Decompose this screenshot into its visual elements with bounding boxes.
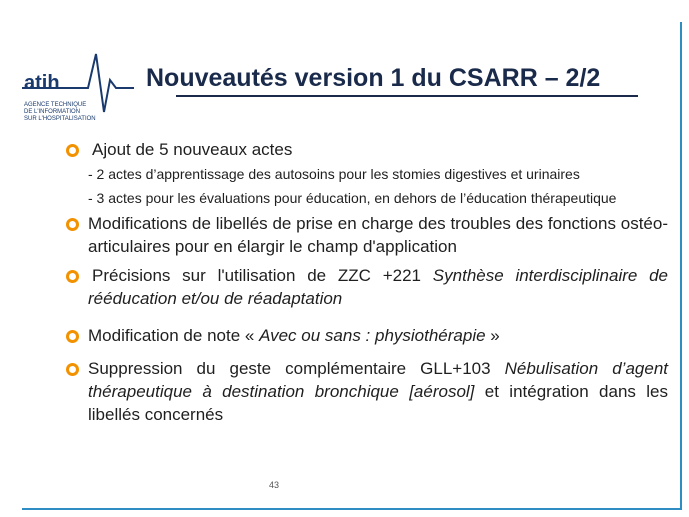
sub-item-evaluations: - 3 actes pour les évaluations pour éducation, en dehors de l’éducation thérapeutique [88, 190, 617, 206]
bullet-ring-icon [66, 218, 79, 231]
bullet-precisions-zzc: Précisions sur l'utilisation de ZZC +221 Synthèse interdisciplinaire de rééducation et/ou de réadaptation [66, 264, 668, 310]
bullet-modification-note: Modification de note « Avec ou sans : physiothérapie » [66, 324, 668, 347]
bullet-ring-icon [66, 144, 79, 157]
bullet-ring-icon [66, 363, 79, 376]
bullet-list [66, 138, 668, 426]
page-number: 43 [269, 480, 280, 490]
frame-right-line [680, 22, 682, 510]
pulse-line-icon [18, 50, 138, 140]
frame-bottom-line [22, 508, 682, 510]
title-underline [176, 95, 638, 97]
bullet-ring-icon [66, 330, 79, 343]
sub-item-autosoins: - 2 actes d’apprentissage des autosoins pour les stomies digestives et urinaires [88, 166, 580, 182]
page-title: Nouveautés version 1 du CSARR – 2/2 [146, 64, 601, 92]
bullet-modifications-libelles: Modifications de libellés de prise en charge des troubles des fonctions ostéo-articulaires pour en élargir le champ d'application [66, 212, 668, 258]
logo-subtitle: AGENCE TECHNIQUE DE L'INFORMATION SUR L'HOSPITALISATION [24, 102, 96, 122]
atih-logo [18, 50, 138, 140]
bullet-ring-icon [66, 270, 79, 283]
bullet-suppression-gll: Suppression du geste complémentaire GLL+103 Nébulisation d’agent thérapeutique à destination bronchique [aérosol] et intégration dans les libellés concernés [66, 357, 668, 426]
logo-wordmark: atih [24, 72, 60, 94]
bullet-new-acts: Ajout de 5 nouveaux actes [66, 138, 668, 161]
